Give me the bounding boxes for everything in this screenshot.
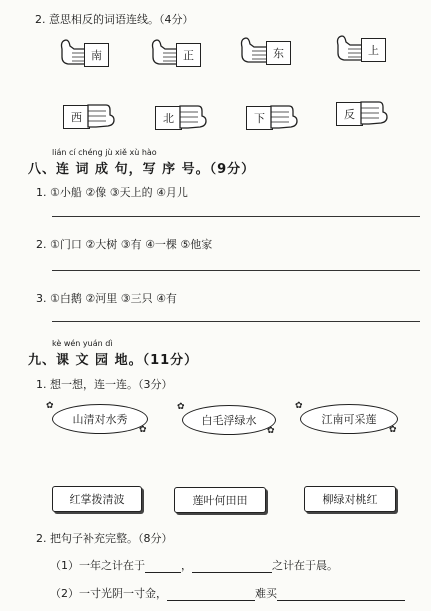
section8-pinyin: lián cí chéng jù xiě xù hào — [52, 148, 157, 157]
word-card-top-4[interactable]: 上 — [361, 38, 386, 62]
word-card-top-3[interactable]: 东 — [266, 41, 291, 65]
word-card-bottom-4[interactable]: 反 — [336, 102, 363, 126]
match-box-3[interactable]: 柳绿对桃红 — [304, 486, 396, 512]
match-box-2[interactable]: 莲叶何田田 — [174, 487, 266, 513]
fill-blank-1[interactable] — [145, 572, 181, 573]
flower-decoration-icon: ✿ — [389, 425, 397, 435]
word-card-bottom-1[interactable]: 西 — [63, 105, 90, 129]
flower-decoration-icon: ✿ — [295, 401, 303, 411]
pointing-hand-icon — [359, 98, 389, 128]
match-question-title: 1. 想一想，连一连。（3分） — [36, 378, 173, 391]
answer-line-1[interactable] — [52, 216, 420, 217]
q2-title: 2. 意思相反的词语连线。（4分） — [35, 13, 194, 26]
word-card-top-1[interactable]: 南 — [84, 43, 109, 67]
pointing-hand-icon — [269, 102, 299, 132]
flower-decoration-icon: ✿ — [139, 425, 147, 435]
sentence-item-2: 2. ①门口 ②大树 ③有 ④一棵 ⑤他家 — [36, 238, 213, 251]
section9-pinyin: kè wén yuán dì — [52, 339, 113, 348]
fill-blank-4[interactable] — [277, 600, 405, 601]
fill-sentence-1 — [50, 557, 338, 573]
flower-decoration-icon: ✿ — [46, 401, 54, 411]
pointing-hand-icon — [86, 101, 116, 131]
match-oval-1[interactable]: 山清对水秀 — [52, 404, 148, 434]
fill-sentence-1-part-b: ， — [181, 559, 192, 572]
fill-sentence-2-part-a: （2）一寸光阴一寸金， — [50, 587, 167, 600]
flower-decoration-icon: ✿ — [177, 402, 185, 412]
fill-sentence-2 — [50, 585, 405, 601]
section9-title: 九、课 文 园 地。（11分） — [28, 353, 199, 368]
word-card-bottom-2[interactable]: 北 — [155, 106, 182, 130]
fill-sentence-2-part-b: 难买 — [255, 587, 277, 600]
fill-sentence-1-part-a: （1）一年之计在于 — [50, 559, 145, 572]
match-box-1[interactable]: 红掌拨清波 — [52, 486, 142, 512]
fill-question-title: 2. 把句子补充完整。（8分） — [36, 532, 173, 545]
pointing-hand-icon — [178, 102, 208, 132]
match-oval-3[interactable]: 江南可采莲 — [300, 404, 398, 434]
match-oval-2[interactable]: 白毛浮绿水 — [182, 405, 276, 435]
word-card-bottom-3[interactable]: 下 — [246, 106, 273, 130]
flower-decoration-icon: ✿ — [267, 426, 275, 436]
word-card-top-2[interactable]: 正 — [176, 43, 201, 67]
sentence-item-3: 3. ①白鹅 ②河里 ③三只 ④有 — [36, 292, 177, 305]
fill-blank-2[interactable] — [192, 572, 272, 573]
answer-line-3[interactable] — [52, 321, 420, 322]
fill-blank-3[interactable] — [167, 600, 255, 601]
fill-sentence-1-part-c: 之计在于晨。 — [272, 559, 338, 572]
section8-title: 八、连 词 成 句，写 序 号。（9分） — [28, 162, 256, 177]
answer-line-2[interactable] — [52, 270, 420, 271]
sentence-item-1: 1. ①小船 ②像 ③天上的 ④月儿 — [36, 186, 188, 199]
